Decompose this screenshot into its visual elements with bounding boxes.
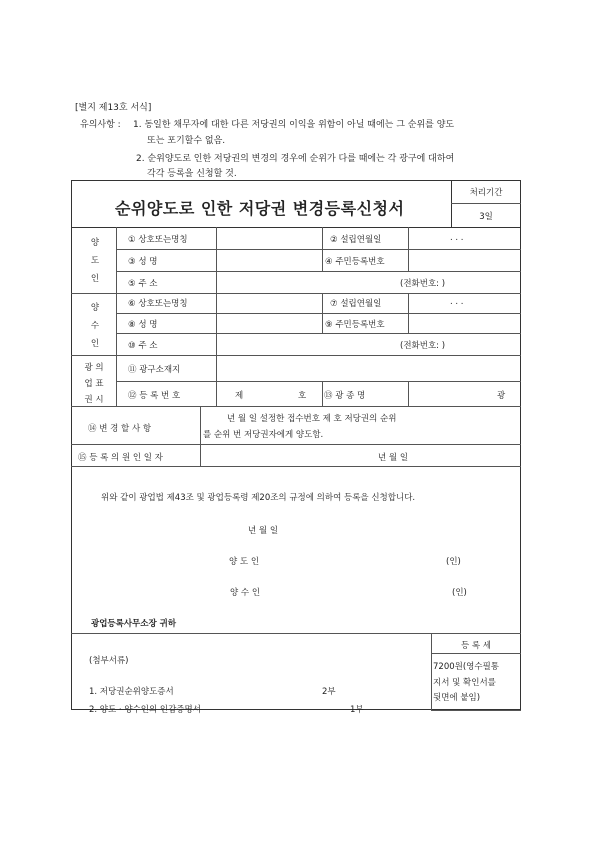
assignee-section-label: 양 수 인 xyxy=(90,303,100,349)
assignee-signature-label: 양 수 인 xyxy=(230,588,261,598)
assignee-resident-no-label: ⑨ 주민등록번호 xyxy=(325,320,385,330)
assignor-est-date-label: ② 설립연월일 xyxy=(330,235,382,245)
processing-period-label: 처리기간 xyxy=(469,188,503,198)
assignee-person-label: ⑧ 성 명 xyxy=(128,320,158,330)
mineral-name-label: ⑬ 광 종 명 xyxy=(324,391,366,401)
application-statement: 위와 같이 광업법 제43조 및 광업등록령 제20조의 규정에 의하여 등록을 신청합니다. xyxy=(101,493,416,503)
assignor-address-label: ⑤ 주 소 xyxy=(128,279,158,289)
assignee-address-label: ⑩ 주 소 xyxy=(128,341,158,351)
assignee-est-date-label: ⑦ 설립연월일 xyxy=(330,299,382,309)
attachment-1-quantity: 2부 xyxy=(322,687,336,697)
assignee-est-date-value: . . . xyxy=(450,297,464,307)
registration-tax-label: 등 록 세 xyxy=(460,641,492,651)
assignor-signature-label: 양 도 인 xyxy=(229,557,260,567)
note-2-line-2: 각각 등록을 신청할 것. xyxy=(147,169,237,179)
note-1-line-2: 또는 포기할수 없음. xyxy=(147,136,226,146)
assignor-resident-no-label: ④ 주민등록번호 xyxy=(325,257,385,267)
change-details-label: ⑭ 변 경 할 사 항 xyxy=(88,424,152,434)
attachment-1: 1. 저당권순위양도증서 xyxy=(89,687,174,697)
registration-tax-line-2: 지서 및 확인서를 xyxy=(433,678,496,688)
assignor-phone-label: (전화번호: ) xyxy=(400,279,446,289)
mine-location-label: ⑪ 광구소재지 xyxy=(128,365,181,375)
form-title: 순위양도로 인한 저당권 변경등록신청서 xyxy=(115,199,405,218)
mineral-unit: 광 xyxy=(497,391,506,401)
assignor-person-label: ③ 성 명 xyxy=(128,257,158,267)
assignee-seal: (인) xyxy=(452,588,467,598)
change-details-line-2: 를 순위 번 저당권자에게 양도함. xyxy=(203,430,324,440)
form-number: [별지 제13호 서식] xyxy=(75,103,152,113)
cause-date-label: ⑮ 등 록 의 원 인 일 자 xyxy=(78,453,163,463)
assignor-name-label: ① 상호또는명칭 xyxy=(128,235,188,245)
notes-label: 유의사항 : xyxy=(80,120,121,130)
application-date: 년 월 일 xyxy=(248,526,279,536)
registration-number-suffix: 호 xyxy=(298,391,307,401)
registration-tax-line-3: 뒷면에 붙임) xyxy=(433,693,481,703)
note-2-line-1: 2. 순위양도로 인한 저당권의 변경의 경우에 순위가 다를 때에는 각 광구에 대하여 xyxy=(136,154,455,164)
assignor-seal: (인) xyxy=(446,557,461,567)
processing-period-value: 3일 xyxy=(479,212,493,222)
mining-section-label: 광 의 업 표 권 시 xyxy=(84,363,104,405)
assignor-est-date-value: . . . xyxy=(450,233,464,243)
attachment-2-quantity: 1부 xyxy=(350,705,364,715)
cause-date-value: 년 월 일 xyxy=(378,453,409,463)
attachment-2: 2. 양도 · 양수인의 인감증명서 xyxy=(89,705,201,715)
registration-tax-line-1: 7200원(영수필통 xyxy=(433,662,500,672)
attachments-label: (첨부서류) xyxy=(89,656,129,666)
assignee-phone-label: (전화번호: ) xyxy=(400,341,446,351)
registration-number-prefix: 제 xyxy=(235,391,244,401)
registration-number-label: ⑫ 등 록 번 호 xyxy=(128,391,181,401)
assignor-section-label: 양 도 인 xyxy=(90,238,100,284)
addressee: 광업등록사무소장 귀하 xyxy=(91,619,177,629)
change-details-line-1: 년 월 일 설정한 접수번호 제 호 저당권의 순위 xyxy=(227,414,397,424)
assignee-name-label: ⑥ 상호또는명칭 xyxy=(128,299,188,309)
note-1-line-1: 1. 동일한 채무자에 대한 다른 저당권의 이익을 위함이 아닐 때에는 그 순위를 양도 xyxy=(133,120,455,130)
